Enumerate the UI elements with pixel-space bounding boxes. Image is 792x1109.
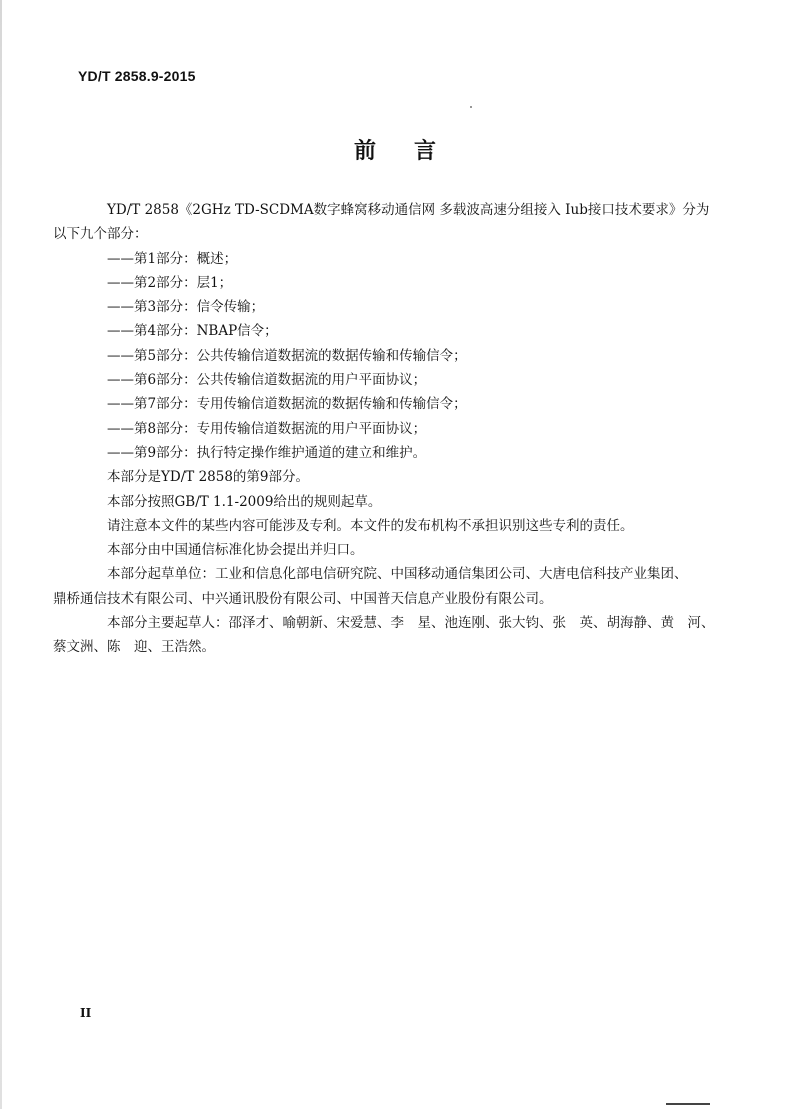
patent-notice: 请注意本文件的某些内容可能涉及专利。本文件的发布机构不承担识别这些专利的责任。 <box>107 517 634 534</box>
drafters-line-2: 蔡文洲、陈 迎、王浩然。 <box>53 639 215 656</box>
drafting-units-line-1: 本部分起草单位：工业和信息化部电信研究院、中国移动通信集团公司、大唐电信科技产业集团、 <box>107 566 688 583</box>
part-list-item: ——第2部分：层1； <box>107 274 233 291</box>
title-char-2: 言 <box>414 139 439 164</box>
drafters-paragraph <box>53 611 716 660</box>
document-code: YD/T 2858.9-2015 <box>78 68 196 84</box>
intro-line-2: 以下九个部分： <box>53 226 148 243</box>
part-list-item: ——第9部分：执行特定操作维护通道的建立和维护。 <box>107 444 427 461</box>
part-list-item: ——第1部分：概述； <box>107 250 238 267</box>
proposer-statement: 本部分由中国通信标准化协会提出并归口。 <box>107 542 364 559</box>
part-list-item: ——第7部分：专用传输信道数据流的数据传输和传输信令； <box>107 396 467 413</box>
bottom-edge-mark <box>666 1103 710 1105</box>
scan-speck <box>470 106 472 108</box>
drafters-line-1: 本部分主要起草人：邵泽才、喻朝新、宋爱慧、李 星、池连刚、张大钧、张 英、胡海静、黄 河、 <box>107 615 715 632</box>
part-list-item: ——第5部分：公共传输信道数据流的数据传输和传输信令； <box>107 347 467 364</box>
part-list-item: ——第6部分：公共传输信道数据流的用户平面协议； <box>107 372 427 389</box>
title-char-1: 前 <box>353 139 378 164</box>
intro-line-1: YD/T 2858《2GHz TD-SCDMA数字蜂窝移动通信网 多载波高速分组接入 Iub接口技术要求》分为 <box>107 202 710 218</box>
page-title <box>0 134 792 165</box>
drafting-units-line-2: 鼎桥通信技术有限公司、中兴通讯股份有限公司、中国普天信息产业股份有限公司。 <box>53 590 553 607</box>
part-of-statement: 本部分是YD/T 2858的第9部分。 <box>107 469 310 486</box>
intro-paragraph <box>53 198 716 247</box>
part-list-item: ——第8部分：专用传输信道数据流的用户平面协议； <box>107 420 427 437</box>
part-list-item: ——第3部分：信令传输； <box>107 299 265 316</box>
page-number: II <box>80 1006 92 1020</box>
drafting-rules-statement: 本部分按照GB/T 1.1-2009给出的规则起草。 <box>107 493 382 510</box>
part-list-item: ——第4部分：NBAP信令； <box>107 323 278 340</box>
scan-edge <box>0 0 2 1109</box>
drafting-units-paragraph <box>53 562 716 611</box>
foreword-body <box>53 198 716 660</box>
